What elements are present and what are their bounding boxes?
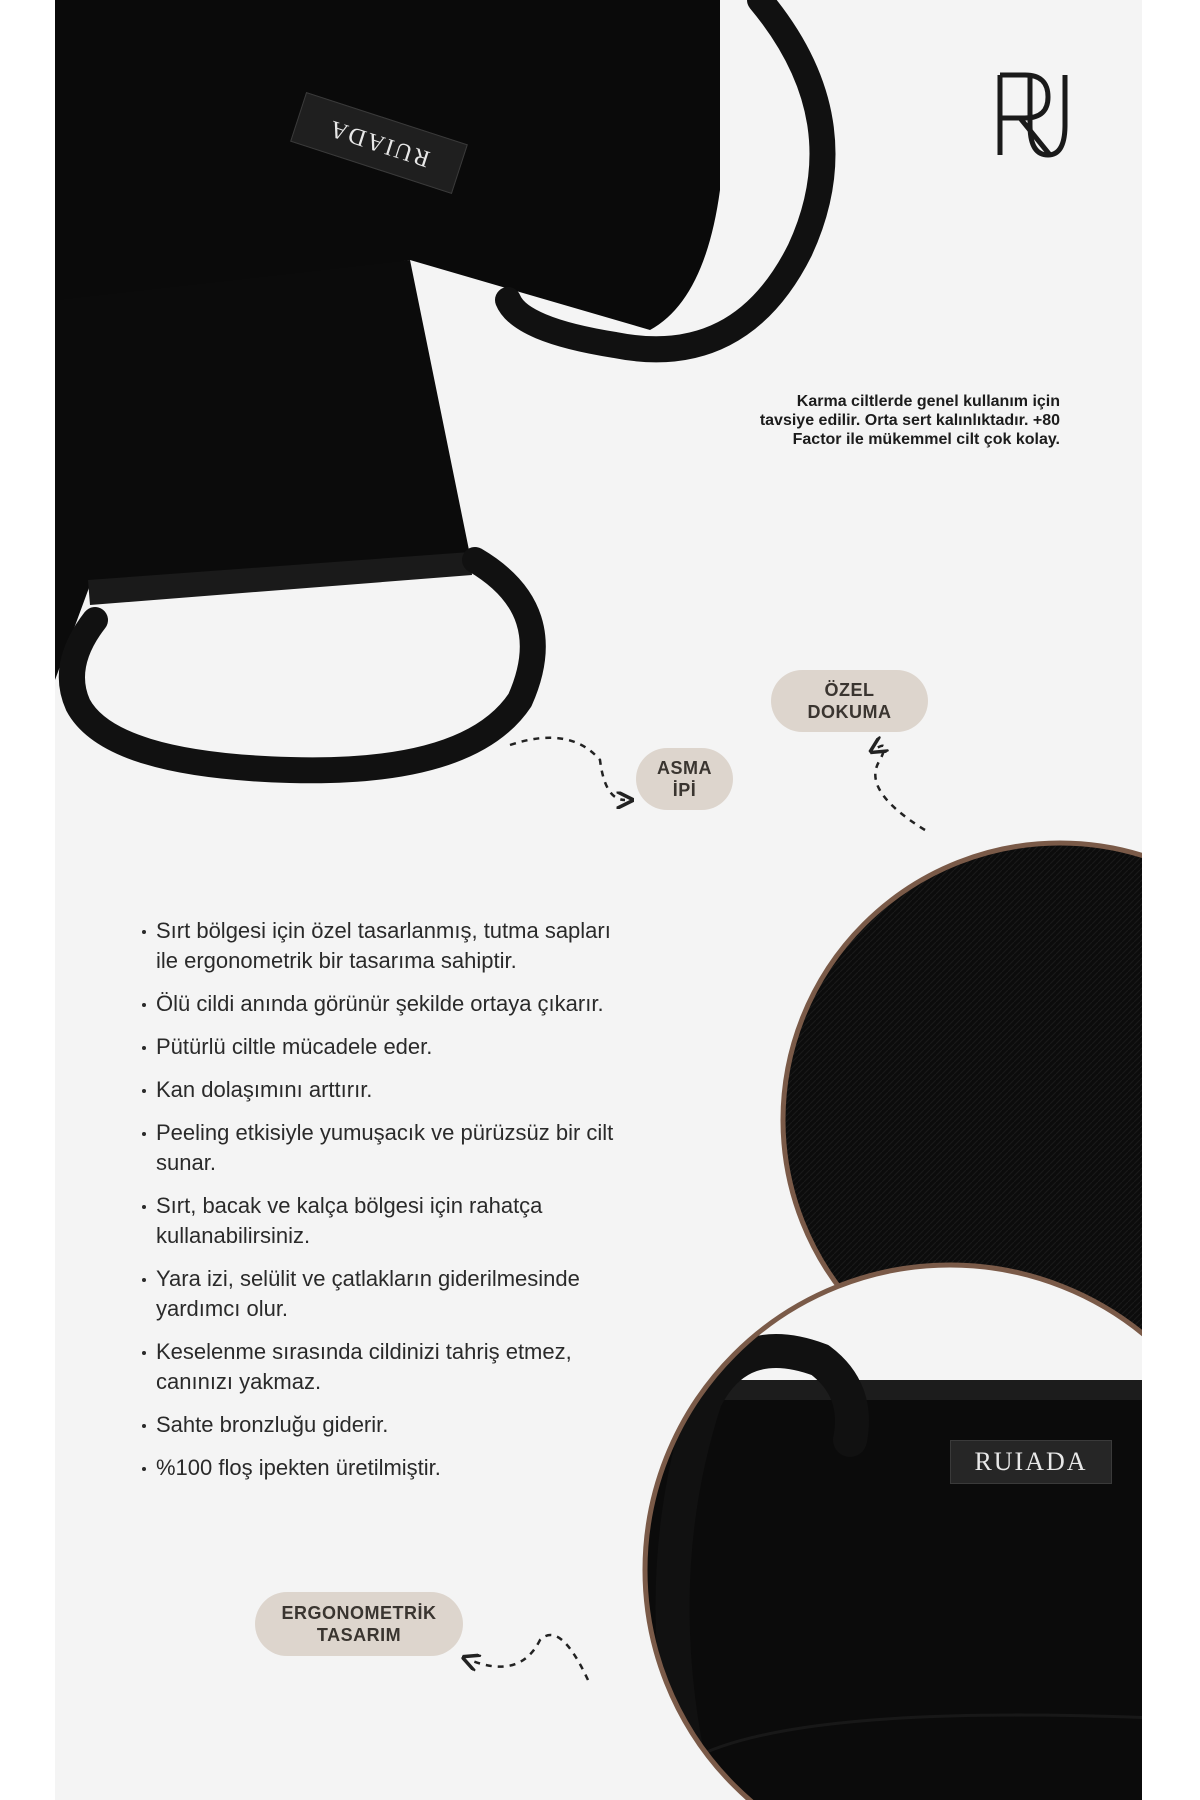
feature-item: Keselenme sırasında cildinizi tahriş etmez, canınızı yakmaz. [138,1337,698,1397]
description-line: Factor ile mükemmel cilt çok kolay. [792,431,1060,448]
feature-item: Peeling etkisiyle yumuşacık ve pürüzsüz bir cilt sunar. [138,1118,698,1178]
brand-label-tag: RUIADA [950,1440,1112,1484]
callout-line: İPİ [672,780,697,800]
feature-item: %100 floş ipekten üretilmiştir. [138,1453,698,1483]
feature-item: Sırt, bacak ve kalça bölgesi için rahatça kullanabilirsiniz. [138,1191,698,1251]
callout-line: ERGONOMETRİK [281,1603,437,1623]
feature-item: Ölü cildi anında görünür şekilde ortaya çıkarır. [138,989,698,1019]
feature-item: Pütürlü ciltle mücadele eder. [138,1032,698,1062]
feature-item: Sahte bronzluğu giderir. [138,1410,698,1440]
description-line: tavsiye edilir. Orta sert kalınlıktadır. +80 [759,412,1060,429]
callout-line: DOKUMA [807,702,892,722]
callout-line: ASMA [657,758,712,778]
brand-label-tag: RUIADA [290,92,468,194]
feature-item: Sırt bölgesi için özel tasarlanmış, tutma sapları ile ergonometrik bir tasarıma sahiptir. [138,916,698,976]
feature-item: Yara izi, selülit ve çatlakların giderilmesinde yardımcı olur. [138,1264,698,1324]
callout-line: TASARIM [316,1625,402,1645]
feature-item: Kan dolaşımını arttırır. [138,1075,698,1105]
description-line: Karma ciltlerde genel kullanım için [796,393,1060,410]
detail-seam [680,1380,1200,1400]
callout-line: ÖZEL [824,680,875,700]
